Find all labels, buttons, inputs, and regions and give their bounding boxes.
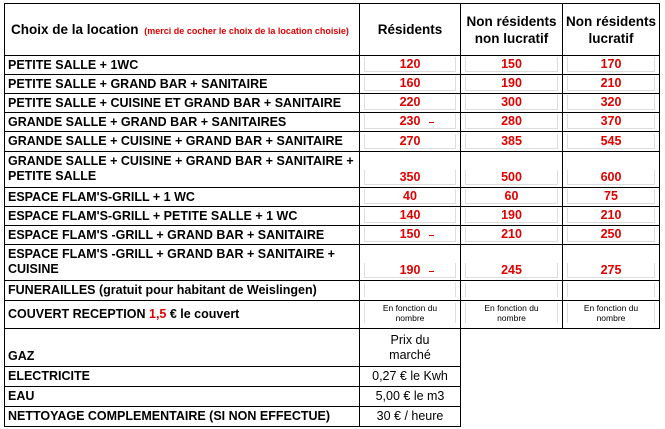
header-nonres-lucratif: Non résidents lucratif — [563, 4, 660, 56]
price-residents-checkbox[interactable] — [360, 75, 461, 94]
tarifs-table — [4, 3, 660, 427]
price-residents-checkbox[interactable] — [360, 226, 461, 245]
price-nonlucratif-checkbox[interactable] — [461, 75, 563, 94]
price-residents-checkbox[interactable] — [360, 188, 461, 207]
extra-row-eau — [5, 387, 660, 407]
price-residents-checkbox[interactable] — [360, 245, 461, 281]
price-nonlucratif: 245 — [501, 263, 522, 277]
price-nonlucratif-checkbox[interactable] — [461, 56, 563, 75]
price-residents: 230 — [399, 114, 421, 128]
price-residents: 120 — [399, 57, 421, 71]
price-residents: 40 — [403, 189, 417, 203]
price-lucratif: 250 — [600, 227, 622, 241]
price-lucratif: 170 — [600, 57, 622, 71]
price-lucratif: 600 — [600, 170, 622, 184]
price-row — [5, 207, 660, 226]
price-lucratif: 320 — [600, 95, 622, 109]
price-lucratif-checkbox[interactable] — [563, 132, 660, 152]
price-row — [5, 188, 660, 207]
price-lucratif-checkbox[interactable] — [563, 152, 660, 188]
price-row — [5, 226, 660, 245]
price-row — [5, 245, 660, 281]
funerailles-row — [5, 281, 660, 301]
price-lucratif-checkbox[interactable] — [563, 245, 660, 281]
gaz-value: Prix du marché — [360, 329, 461, 367]
price-row — [5, 152, 660, 188]
price-residents-checkbox[interactable] — [360, 152, 461, 188]
price-nonlucratif: 150 — [501, 57, 522, 71]
extra-row-gaz — [5, 329, 660, 367]
couvert-nonlucratif[interactable]: En fonction du nombre — [461, 301, 563, 329]
price-nonlucratif: 280 — [501, 114, 522, 128]
price-lucratif-checkbox[interactable] — [563, 75, 660, 94]
price-nonlucratif: 300 — [501, 95, 522, 109]
eau-value: 5,00 € le m3 — [360, 387, 461, 407]
price-residents: 350 — [399, 170, 421, 184]
price-rows — [5, 56, 660, 281]
price-residents: 140 — [399, 208, 421, 222]
price-nonlucratif: 190 — [501, 76, 522, 90]
location-label: PETITE SALLE + 1WC — [5, 56, 360, 75]
price-lucratif-checkbox[interactable] — [563, 207, 660, 226]
price-row — [5, 75, 660, 94]
price-nonlucratif: 190 — [501, 208, 522, 222]
eau-label: EAU — [5, 387, 360, 407]
couvert-row — [5, 301, 660, 329]
price-residents-checkbox[interactable] — [360, 132, 461, 152]
funerailles-nonlucratif[interactable] — [461, 281, 563, 301]
price-row — [5, 56, 660, 75]
price-lucratif-checkbox[interactable] — [563, 188, 660, 207]
price-lucratif: 75 — [604, 189, 618, 203]
couvert-residents[interactable]: En fonction du nombre — [360, 301, 461, 329]
price-lucratif: 210 — [600, 208, 622, 222]
price-residents-checkbox[interactable] — [360, 207, 461, 226]
location-label: ESPACE FLAM'S-GRILL + PETITE SALLE + 1 WC — [5, 207, 360, 226]
price-residents-checkbox[interactable] — [360, 56, 461, 75]
price-nonlucratif-checkbox[interactable] — [461, 152, 563, 188]
couvert-label: COUVERT RECEPTION 1,5 € le couvert — [5, 301, 360, 329]
price-nonlucratif-checkbox[interactable] — [461, 245, 563, 281]
price-nonlucratif: 500 — [501, 170, 522, 184]
gaz-label: GAZ — [5, 329, 360, 367]
price-lucratif: 370 — [600, 114, 622, 128]
price-residents-checkbox[interactable] — [360, 113, 461, 132]
location-label: GRANDE SALLE + GRAND BAR + SANITAIRES — [5, 113, 360, 132]
funerailles-residents[interactable] — [360, 281, 461, 301]
price-nonlucratif-checkbox[interactable] — [461, 132, 563, 152]
price-row — [5, 132, 660, 152]
price-row — [5, 94, 660, 113]
price-lucratif: 210 — [600, 76, 622, 90]
price-nonlucratif: 60 — [504, 189, 519, 203]
price-lucratif: 545 — [600, 134, 622, 148]
location-label: GRANDE SALLE + CUISINE + GRAND BAR + SANITAIRE + PETITE SALLE — [5, 152, 360, 188]
price-residents: 150 — [399, 227, 421, 241]
location-label: ESPACE FLAM'S -GRILL + GRAND BAR + SANITAIRE — [5, 226, 360, 245]
price-lucratif-checkbox[interactable] — [563, 226, 660, 245]
price-nonlucratif-checkbox[interactable] — [461, 94, 563, 113]
nettoyage-label: NETTOYAGE COMPLEMENTAIRE (SI NON EFFECTUE) — [5, 407, 360, 427]
price-lucratif-checkbox[interactable] — [563, 94, 660, 113]
price-residents: 270 — [399, 134, 421, 148]
strike-mark — [429, 271, 434, 272]
header-nonres-nonlucratif: Non résidents non lucratif — [461, 4, 563, 56]
header-note: (merci de cocher le choix de la location choisie) — [144, 26, 349, 36]
electricite-label: ELECTRICITE — [5, 367, 360, 387]
price-nonlucratif-checkbox[interactable] — [461, 113, 563, 132]
price-lucratif: 275 — [600, 263, 622, 277]
price-residents-checkbox[interactable] — [360, 94, 461, 113]
header-title: Choix de la location — [11, 22, 139, 37]
header-row — [5, 4, 660, 56]
location-label: PETITE SALLE + CUISINE ET GRAND BAR + SANITAIRE — [5, 94, 360, 113]
price-nonlucratif-checkbox[interactable] — [461, 188, 563, 207]
price-residents: 160 — [399, 76, 421, 90]
price-nonlucratif-checkbox[interactable] — [461, 207, 563, 226]
location-label: GRANDE SALLE + CUISINE + GRAND BAR + SANITAIRE — [5, 132, 360, 152]
price-row — [5, 113, 660, 132]
extra-row-nettoyage — [5, 407, 660, 427]
funerailles-label: FUNERAILLES (gratuit pour habitant de Weislingen) — [5, 281, 360, 301]
price-residents: 190 — [399, 263, 421, 277]
strike-mark — [429, 235, 434, 236]
extra-row-electricite — [5, 367, 660, 387]
location-label: ESPACE FLAM'S -GRILL + GRAND BAR + SANITAIRE + CUISINE — [5, 245, 360, 281]
location-label: ESPACE FLAM'S-GRILL + 1 WC — [5, 188, 360, 207]
price-residents: 220 — [399, 95, 421, 109]
nettoyage-value: 30 € / heure — [360, 407, 461, 427]
header-title-cell — [5, 4, 360, 56]
funerailles-lucratif[interactable] — [563, 281, 660, 301]
couvert-lucratif[interactable]: En fonction du nombre — [563, 301, 660, 329]
price-nonlucratif: 210 — [501, 227, 522, 241]
strike-mark — [429, 122, 434, 123]
price-lucratif-checkbox[interactable] — [563, 113, 660, 132]
electricite-value: 0,27 € le Kwh — [360, 367, 461, 387]
couvert-price: 1,5 — [149, 307, 167, 321]
price-lucratif-checkbox[interactable] — [563, 56, 660, 75]
price-nonlucratif-checkbox[interactable] — [461, 226, 563, 245]
price-nonlucratif: 385 — [501, 134, 522, 148]
location-label: PETITE SALLE + GRAND BAR + SANITAIRE — [5, 75, 360, 94]
header-residents: Résidents — [360, 4, 461, 56]
